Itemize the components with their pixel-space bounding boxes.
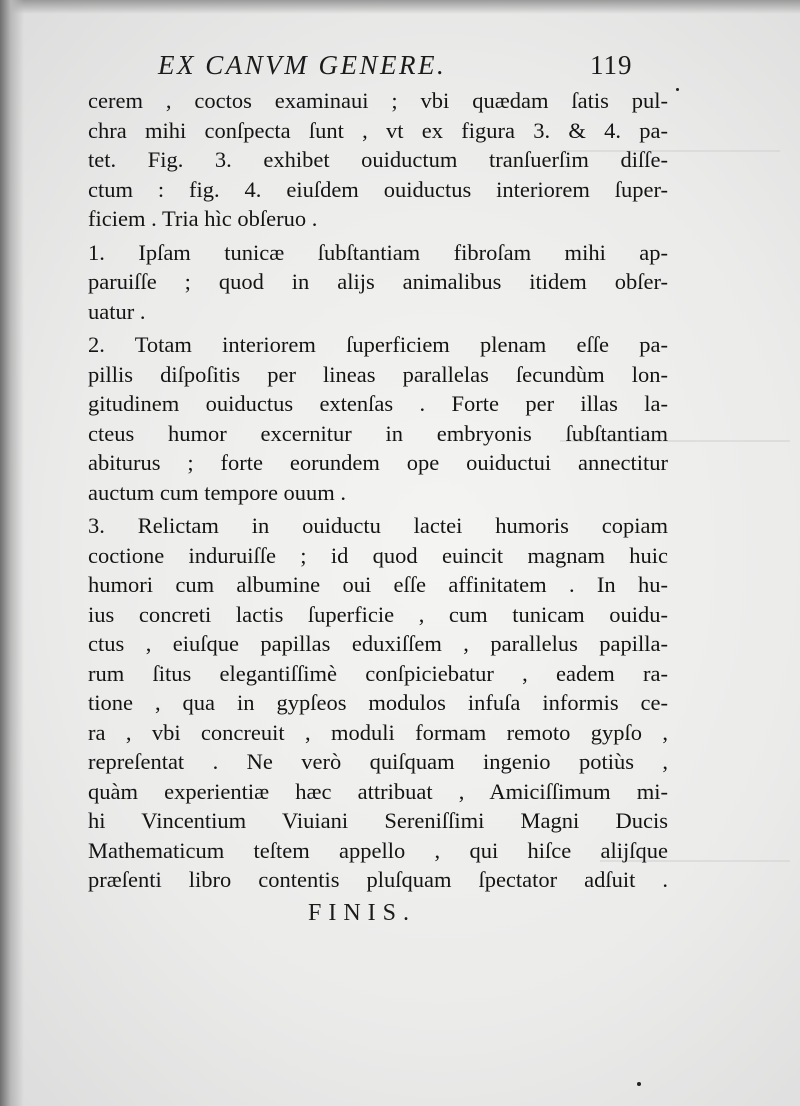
text-line: 1. Ipſam tunicæ ſubſtantiam fibroſam mihi ap- <box>88 239 668 265</box>
text-line: tet. Fig. 3. exhibet ouiductum tranſuerſim diſſe- <box>88 147 668 172</box>
text-line: auctum cum tempore ouum . <box>88 479 347 505</box>
body-text <box>88 86 668 895</box>
text-line: coctione induruiſſe ; id quod euincit magnam huic <box>88 542 668 568</box>
text-line: cerem , coctos examinaui ; vbi quædam ſatis pul- <box>88 88 668 113</box>
text-line: ctum : fig. 4. eiuſdem ouiductus interiorem ſuper- <box>88 176 668 202</box>
text-line: humori cum albumine oui eſſe affinitatem . In hu- <box>88 572 668 597</box>
text-line: quàm experientiæ hæc attribuat , Amiciſſimum mi- <box>88 778 668 804</box>
running-head-title: EX CANVM GENERE. <box>158 50 447 80</box>
ink-speck <box>676 88 679 91</box>
text-line: Mathematicum teſtem appello , qui hiſce alijſque <box>88 837 668 863</box>
text-line: paruiſſe ; quod in alijs animalibus itidem obſer- <box>88 269 668 294</box>
text-line: ius concreti lactis ſuperficie , cum tunicam ouidu- <box>88 601 668 627</box>
text-line: abiturus ; forte eorundem ope ouiductui annectitur <box>88 450 668 475</box>
text-line: ctus , eiuſque papillas eduxiſſem , parallelus papilla- <box>88 631 668 656</box>
text-line: 3. Relictam in ouiductu lactei humoris copiam <box>88 513 668 538</box>
text-line: hi Vincentium Viuiani Sereniſſimi Magni Ducis <box>88 808 668 833</box>
text-line: ficiem . Tria hìc obſeruo . <box>88 206 318 231</box>
top-edge-shadow <box>0 0 800 14</box>
text-line: repreſentat . Ne verò quiſquam ingenio potiùs , <box>88 749 668 774</box>
text-line: pillis diſpoſitis per lineas parallelas ſecundùm lon- <box>88 361 668 387</box>
binding-shadow <box>0 0 24 1106</box>
running-head <box>158 50 658 86</box>
text-line: ra , vbi concreuit , moduli formam remoto gypſo , <box>88 719 668 745</box>
text-line: rum ſitus elegantiſſimè conſpiciebatur , eadem ra- <box>88 660 668 686</box>
page-number: 119 <box>590 50 633 80</box>
text-line: cteus humor excernitur in embryonis ſubſtantiam <box>88 420 668 446</box>
text-line: chra mihi conſpecta ſunt , vt ex figura 3. & 4. pa- <box>88 117 668 143</box>
ink-speck <box>637 1082 641 1086</box>
text-line: præſenti libro contentis pluſquam ſpectator adſuit . <box>88 867 668 892</box>
text-line: tione , qua in gypſeos modulos infuſa informis ce- <box>88 690 668 715</box>
text-line: 2. Totam interiorem ſuperficiem plenam eſſe pa- <box>88 332 668 357</box>
text-line: uatur . <box>88 298 146 324</box>
text-line: gitudinem ouiductus extenſas . Forte per illas la- <box>88 391 668 416</box>
finis-heading: FINIS. <box>308 900 417 926</box>
